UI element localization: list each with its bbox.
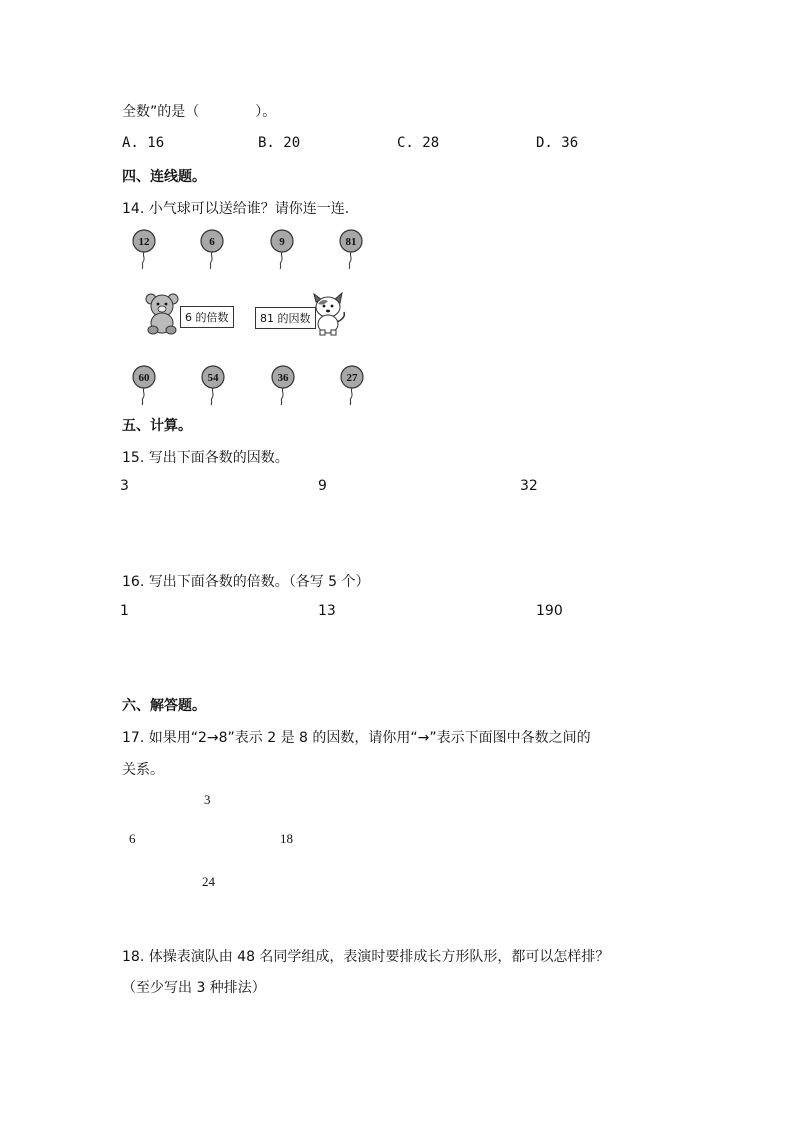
q13-option-c[interactable]: C. 28: [397, 135, 440, 151]
q15-number: 9: [318, 478, 327, 494]
balloon-number: 54: [207, 372, 219, 384]
balloon-number: 27: [346, 372, 358, 384]
q16-text: 16. 写出下面各数的倍数。（各写 5 个）: [122, 574, 370, 590]
q16-number: 1: [120, 603, 129, 619]
q17-number: 18: [280, 831, 293, 846]
q13-option-a[interactable]: A. 16: [122, 135, 165, 151]
q15-number: 3: [120, 478, 129, 494]
balloon-icon[interactable]: [126, 364, 162, 408]
section6-title: 六、解答题。: [122, 698, 206, 714]
q13-option-b[interactable]: B. 20: [258, 135, 301, 151]
balloon-number: 81: [345, 236, 357, 248]
q16-number: 190: [536, 603, 563, 619]
q14-text: 14. 小气球可以送给谁？请你连一连.: [122, 201, 350, 217]
balloon-icon[interactable]: [333, 228, 369, 272]
balloon-icon[interactable]: [195, 364, 231, 408]
q13-option-d[interactable]: D. 36: [536, 135, 579, 151]
balloon-icon[interactable]: [265, 364, 301, 408]
q17-number: 24: [202, 874, 215, 889]
dog-icon[interactable]: [306, 292, 350, 336]
q17-number: 3: [204, 792, 211, 807]
q16-number: 13: [318, 603, 336, 619]
q17-line2: 关系。: [122, 762, 164, 778]
balloon-number: 9: [279, 236, 285, 248]
q18-line1: 18. 体操表演队由 48 名同学组成，表演时要排成长方形队形，都可以怎样排？: [122, 949, 610, 965]
dog-label: 81 的因数: [255, 307, 316, 329]
q15-text: 15. 写出下面各数的因数。: [122, 450, 289, 466]
balloon-icon[interactable]: [194, 228, 230, 272]
q17-line1: 17. 如果用“2→8”表示 2 是 8 的因数，请你用“→”表示下面图中各数之间的: [122, 730, 591, 746]
q13-text: 全数”的是（ ）。: [122, 104, 277, 120]
balloon-number: 60: [138, 372, 150, 384]
balloon-number: 12: [138, 236, 150, 248]
section5-title: 五、计算。: [122, 418, 192, 434]
q15-number: 32: [520, 478, 538, 494]
balloon-number: 6: [209, 236, 215, 248]
balloon-icon[interactable]: [126, 228, 162, 272]
balloon-icon[interactable]: [334, 364, 370, 408]
q18-line2: （至少写出 3 种排法）: [122, 980, 266, 996]
balloon-icon[interactable]: [264, 228, 300, 272]
teddy-bear-icon[interactable]: [142, 293, 182, 335]
section4-title: 四、连线题。: [122, 169, 206, 185]
q17-number: 6: [129, 831, 136, 846]
bear-label: 6 的倍数: [180, 306, 234, 328]
balloon-number: 36: [277, 372, 289, 384]
